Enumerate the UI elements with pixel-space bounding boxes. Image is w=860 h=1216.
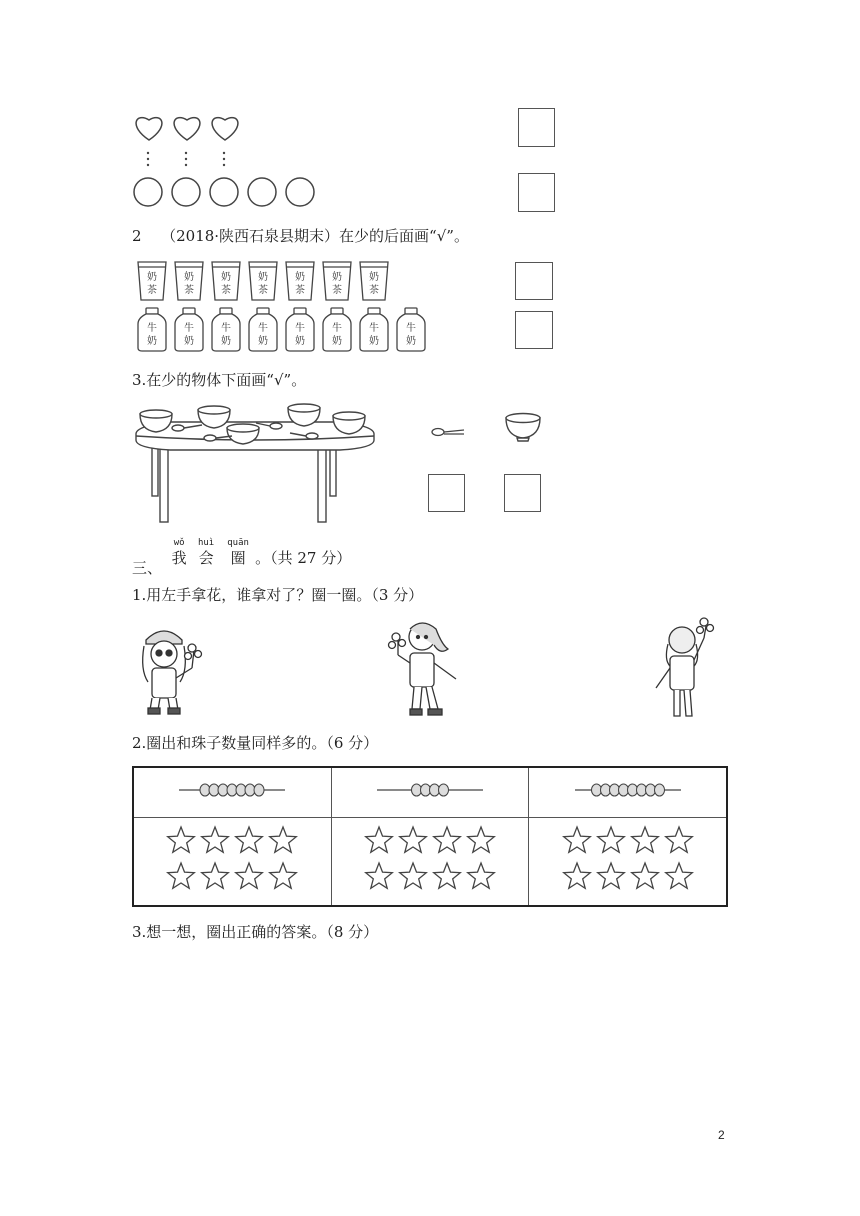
star-icon (400, 863, 427, 888)
girl-from-behind-illustration[interactable] (648, 614, 718, 722)
cup-label-top: 奶 (221, 272, 231, 283)
cup-label-bottom: 茶 (221, 285, 231, 296)
star-icon (168, 863, 195, 888)
circle-icon (286, 178, 314, 206)
bead-star-table (132, 766, 728, 907)
star-icon (597, 863, 624, 888)
bottle-label-bottom: 奶 (369, 336, 379, 347)
star-icon (631, 827, 658, 852)
star-icon (366, 827, 393, 852)
star-icon (168, 827, 195, 852)
star-icon (236, 863, 263, 888)
bottle-label-bottom: 奶 (147, 336, 157, 347)
cup-label-top: 奶 (258, 272, 268, 283)
star-icon (563, 827, 590, 852)
bead-string-icon (375, 780, 485, 800)
star-group-icon[interactable] (558, 821, 698, 897)
bottle-label-top: 牛 (221, 323, 231, 334)
bottle-label-bottom: 奶 (184, 336, 194, 347)
star-icon (631, 863, 658, 888)
milk-tea-cup-icon (360, 262, 388, 300)
bead-string-icon (573, 780, 683, 800)
heart-icon (212, 118, 238, 140)
circle-icon (134, 178, 162, 206)
milk-tea-cups (130, 258, 410, 304)
star-icon (400, 827, 427, 852)
circle-icon (172, 178, 200, 206)
s3-q3-prompt: 3.想一想，圈出正确的答案。（8 分） (132, 923, 379, 941)
q2-prompt-line (132, 226, 469, 246)
spoon-icon (430, 424, 466, 440)
bottle-label-top: 牛 (147, 323, 157, 334)
heart-row (130, 110, 250, 150)
bottle-label-top: 牛 (258, 323, 268, 334)
s3-q2-prompt: 2.圈出和珠子数量同样多的。（6 分） (132, 734, 379, 752)
circle-row (130, 174, 330, 210)
cup-label-bottom: 茶 (184, 285, 194, 296)
milk-tea-cup-icon (249, 262, 277, 300)
ruby-hui: huì 会 (197, 538, 215, 567)
cup-label-bottom: 茶 (258, 285, 268, 296)
milk-tea-cup-icon (286, 262, 314, 300)
section3-prefix: 三、 (132, 559, 163, 577)
girl-with-ponytail-illustration[interactable] (386, 615, 466, 721)
milk-bottle-icon (249, 308, 277, 351)
milk-bottle-icon (175, 308, 203, 351)
bottle-label-bottom: 奶 (221, 336, 231, 347)
star-icon (665, 863, 692, 888)
milk-bottles (130, 306, 430, 354)
answer-box-milk[interactable] (515, 311, 553, 349)
cup-label-bottom: 茶 (369, 285, 379, 296)
s3-q1-prompt: 1.用左手拿花，谁拿对了？圈一圈。（3 分） (132, 586, 424, 604)
milk-tea-cup-icon (323, 262, 351, 300)
star-icon (202, 827, 229, 852)
bottle-label-top: 牛 (369, 323, 379, 334)
star-icon (270, 863, 297, 888)
circle-icon (210, 178, 238, 206)
cup-label-top: 奶 (147, 272, 157, 283)
bottle-label-top: 牛 (295, 323, 305, 334)
star-icon (468, 827, 495, 852)
bottle-label-bottom: 奶 (258, 336, 268, 347)
bottle-label-top: 牛 (406, 323, 416, 334)
milk-bottle-icon (286, 308, 314, 351)
milk-tea-cup-icon (138, 262, 166, 300)
page-number: 2 (718, 1128, 725, 1142)
milk-bottle-icon (212, 308, 240, 351)
milk-tea-cup-icon (175, 262, 203, 300)
bottle-label-top: 牛 (184, 323, 194, 334)
bead-icon (654, 784, 664, 796)
star-group-icon[interactable] (360, 821, 500, 897)
cup-label-top: 奶 (332, 272, 342, 283)
girl-with-hat-illustration[interactable] (134, 620, 204, 720)
answer-box-spoon[interactable] (428, 474, 465, 512)
q2-prompt: （2018·陕西石泉县期末）在少的后面画“√”。 (161, 227, 469, 245)
star-icon (236, 827, 263, 852)
bead-icon (254, 784, 264, 796)
dotted-connectors (140, 150, 240, 170)
milk-tea-cup-icon (212, 262, 240, 300)
star-icon (434, 827, 461, 852)
cup-label-bottom: 茶 (147, 285, 157, 296)
star-cell-3[interactable] (529, 817, 727, 906)
bead-string-icon (177, 780, 287, 800)
ruby-wo: wǒ 我 (171, 538, 187, 567)
star-icon (468, 863, 495, 888)
circle-icon (248, 178, 276, 206)
milk-bottle-icon (397, 308, 425, 351)
star-icon (202, 863, 229, 888)
answer-box-hearts[interactable] (518, 108, 555, 147)
cup-label-top: 奶 (295, 272, 305, 283)
cup-label-bottom: 茶 (332, 285, 342, 296)
bottle-label-bottom: 奶 (332, 336, 342, 347)
heart-icon (174, 118, 200, 140)
q2-number: 2 (132, 227, 142, 245)
ruby-quan: quān 圈 (227, 538, 249, 567)
star-cell-1[interactable] (133, 817, 331, 906)
bead-cell-1 (133, 767, 331, 817)
bead-cell-3 (529, 767, 727, 817)
star-icon (597, 827, 624, 852)
bottle-label-bottom: 奶 (295, 336, 305, 347)
cup-label-top: 奶 (369, 272, 379, 283)
cup-label-top: 奶 (184, 272, 194, 283)
q3-prompt: 3.在少的物体下面画“√”。 (132, 371, 307, 389)
star-icon (366, 863, 393, 888)
milk-bottle-icon (323, 308, 351, 351)
section3-heading (132, 538, 352, 577)
cup-label-bottom: 茶 (295, 285, 305, 296)
star-icon (563, 863, 590, 888)
star-cell-2[interactable] (331, 817, 529, 906)
bowl-icon (503, 410, 543, 442)
bead-icon (438, 784, 448, 796)
answer-box-bowl[interactable] (504, 474, 541, 512)
bottle-label-top: 牛 (332, 323, 342, 334)
star-group-icon[interactable] (162, 821, 302, 897)
table-illustration (130, 398, 380, 528)
answer-box-milk-tea[interactable] (515, 262, 553, 300)
bottle-label-bottom: 奶 (406, 336, 416, 347)
star-icon (270, 827, 297, 852)
section3-suffix: 。（共 27 分） (255, 549, 352, 567)
milk-bottle-icon (138, 308, 166, 351)
heart-icon (136, 118, 162, 140)
bead-cell-2 (331, 767, 529, 817)
answer-box-circles[interactable] (518, 173, 555, 212)
milk-bottle-icon (360, 308, 388, 351)
star-icon (665, 827, 692, 852)
star-icon (434, 863, 461, 888)
